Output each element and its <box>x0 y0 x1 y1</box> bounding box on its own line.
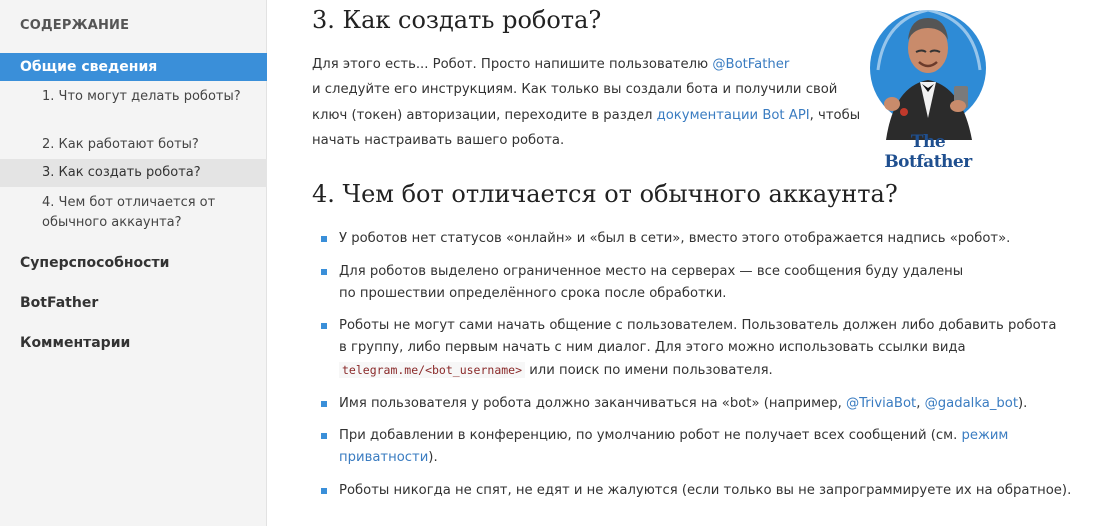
text: по прошествии определённого срока после обработки. <box>339 285 727 301</box>
bot-differences-list <box>312 228 1092 512</box>
botfather-logo <box>864 0 989 172</box>
toc-subitem-what-robots-do[interactable]: 1. Что могут делать роботы? <box>42 89 241 104</box>
bullet-icon <box>321 433 327 439</box>
toc-subitem-how-bots-work[interactable]: 2. Как работают боты? <box>42 137 199 152</box>
heading-create-robot: 3. Как создать робота? <box>312 6 602 34</box>
text: Для этого есть... Робот. Просто напишите пользователю <box>312 57 713 72</box>
text: Для роботов выделено ограниченное место на серверах — все сообщения буду удалены <box>339 263 964 279</box>
text: и следуйте его инструкциям. Как только вы создали бота и получили свой <box>312 82 838 98</box>
bullet-icon <box>321 488 327 494</box>
toc-item-superpowers[interactable]: Суперспособности <box>20 255 170 271</box>
text: У роботов нет статусов «онлайн» и «был в сети», вместо этого отображается надпись «робот». <box>339 231 1011 246</box>
bullet-icon <box>321 323 327 329</box>
toc-item-general[interactable]: Общие сведения <box>0 53 267 81</box>
text: или поиск по имени пользователя. <box>525 363 773 378</box>
toc-subitem-bot-vs-account[interactable]: 4. Чем бот отличается от обычного аккаунта? <box>42 195 216 230</box>
link-gadalka-bot[interactable]: @gadalka_bot <box>924 395 1019 411</box>
toc-item-botfather[interactable]: BotFather <box>20 295 99 311</box>
table-of-contents <box>0 0 267 526</box>
text: , <box>916 395 925 411</box>
text: начать настраивать вашего робота. <box>312 132 565 148</box>
text: в группу, либо первым начать с ним диалог. Для этого можно использовать ссылки вида <box>339 340 966 355</box>
bullet-icon <box>321 269 327 275</box>
text: , чтобы <box>809 107 861 123</box>
link-bot-api-docs[interactable]: документации Bot API <box>656 107 810 123</box>
text: Роботы не могут сами начать общение с пользователем. Пользователь должен либо добавить робота <box>339 318 1057 333</box>
text: ключ (токен) авторизации, переходите в раздел <box>312 107 657 123</box>
botfather-logo-caption: The Botfather <box>884 132 972 172</box>
list-item <box>312 480 1092 502</box>
link-botfather[interactable]: @BotFather <box>712 57 790 72</box>
text: Имя пользователя у робота должно заканчиваться на «bot» (например, <box>339 395 846 411</box>
list-item <box>312 228 1092 250</box>
text: ). <box>1018 395 1028 411</box>
heading-bot-vs-account: 4. Чем бот отличается от обычного аккаунта? <box>312 180 898 208</box>
bullet-icon <box>321 401 327 407</box>
link-privacy-mode-cont[interactable]: приватности <box>339 450 429 465</box>
toc-item-comments[interactable]: Комментарии <box>20 335 131 351</box>
bullet-icon <box>321 236 327 242</box>
text: ). <box>428 450 438 465</box>
toc-subitem-create-robot[interactable] <box>0 159 267 187</box>
link-triviabot[interactable]: @TriviaBot <box>845 395 917 411</box>
link-privacy-mode[interactable]: режим <box>961 428 1009 443</box>
paragraph-create-robot <box>312 52 872 153</box>
list-item <box>312 261 1092 305</box>
text: При добавлении в конференцию, по умолчанию робот не получает всех сообщений (см. <box>339 428 962 443</box>
toc-subitem-create-robot-label: 3. Как создать робота? <box>42 165 201 180</box>
list-item <box>312 425 1092 469</box>
code-snippet: telegram.me/<bot_username> <box>339 362 525 378</box>
list-item <box>312 393 1092 415</box>
text: Роботы никогда не спят, не едят и не жалуются (если только вы не запрограммируете их на обратное). <box>339 482 1072 498</box>
list-item <box>312 315 1092 382</box>
toc-title: СОДЕРЖАНИЕ <box>20 18 130 33</box>
